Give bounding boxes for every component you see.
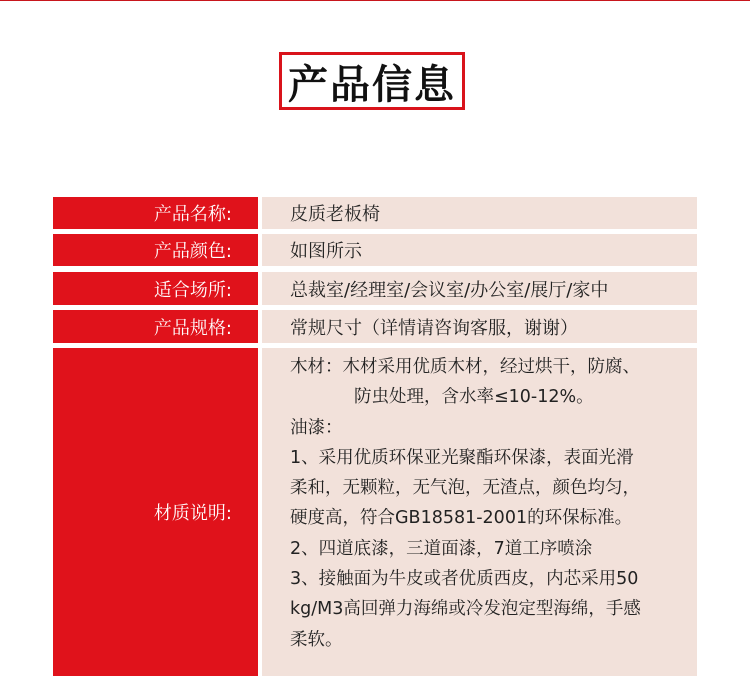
material-line: 油漆： xyxy=(290,417,343,438)
top-divider xyxy=(0,0,750,1)
material-line: 3、接触面为牛皮或者优质西皮，内芯采用50 xyxy=(290,569,639,590)
spec-row-material xyxy=(53,348,697,676)
material-line: kg/M3高回弹力海绵或冷发泡定型海绵，手感 xyxy=(290,599,641,620)
material-line: 2、四道底漆，三道面漆，7道工序喷涂 xyxy=(290,538,593,559)
row-label: 产品颜色: xyxy=(53,234,258,266)
material-description xyxy=(262,348,697,676)
row-label: 产品名称: xyxy=(53,197,258,229)
row-label: 材质说明: xyxy=(53,348,258,676)
material-line: 柔软。 xyxy=(290,629,343,650)
material-line: 硬度高，符合GB18581-2001的环保标准。 xyxy=(290,508,633,529)
row-value: 皮质老板椅 xyxy=(262,197,697,229)
material-line: 防虫处理，含水率≤10-12%。 xyxy=(354,387,594,408)
row-label: 适合场所: xyxy=(53,272,258,305)
row-value: 常规尺寸（详情请咨询客服，谢谢） xyxy=(262,310,697,343)
material-line: 1、采用优质环保亚光聚酯环保漆，表面光滑 xyxy=(290,447,634,468)
spec-row-places xyxy=(53,272,697,305)
row-label: 产品规格: xyxy=(53,310,258,343)
spec-row-size xyxy=(53,310,697,343)
row-value: 如图所示 xyxy=(262,234,697,266)
material-line: 柔和，无颗粒，无气泡，无渣点，颜色均匀， xyxy=(290,478,640,499)
material-line: 木材：木材采用优质木材，经过烘干，防腐、 xyxy=(290,357,640,377)
spec-row-color xyxy=(53,234,697,266)
page-title: 产品信息 xyxy=(279,52,465,110)
row-value: 总裁室/经理室/会议室/办公室/展厅/家中 xyxy=(262,272,697,305)
spec-row-name xyxy=(53,197,697,229)
